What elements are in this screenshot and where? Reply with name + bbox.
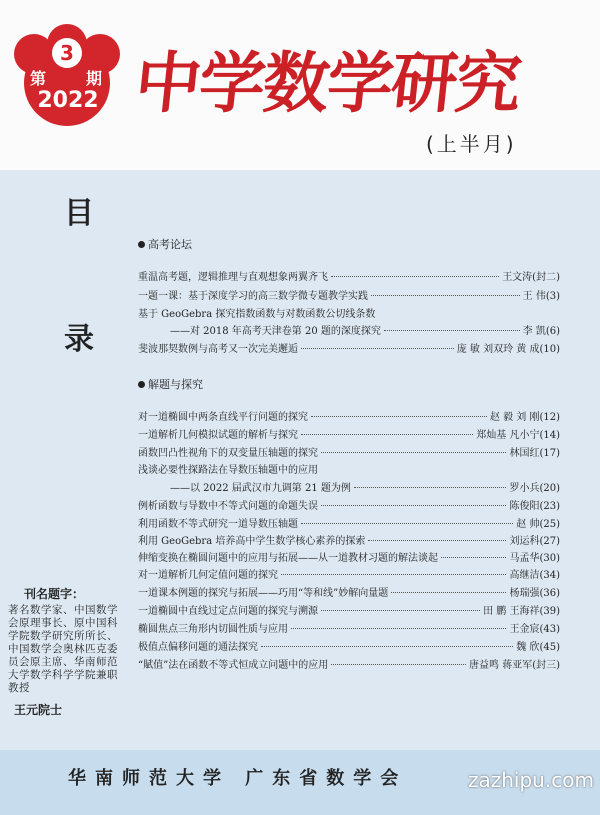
toc-entry[interactable] — [138, 444, 560, 460]
sidebar-signature: 王元院士 — [14, 703, 63, 717]
section-name: 解题与探究 — [148, 378, 203, 391]
bullet-icon — [138, 381, 145, 388]
journal-title: 中学数学研究 — [131, 45, 524, 122]
entry-title: 对一道解析几何定值问题的探究 — [138, 570, 278, 581]
entry-title: 利用 GeoGebra 培养高中学生数学核心素养的探索 — [138, 536, 366, 547]
section-heading — [138, 236, 192, 252]
toc-entry[interactable] — [138, 532, 560, 548]
entry-author: 王文涛(封二) — [502, 272, 560, 283]
toc-entry[interactable] — [138, 549, 560, 565]
sidebar-title: 刊名题字： — [24, 587, 85, 601]
section-heading — [138, 376, 203, 392]
entry-title: 例析函数与导数中不等式问题的命题失误 — [138, 501, 318, 512]
entry-title: ——以 2022 届武汉市九调第 21 题为例 — [170, 483, 351, 494]
journal-subtitle: (上半月) — [426, 132, 517, 156]
sidebar-text: 著名数学家、中国数学会原理事长、原中国科学院数学研究所所长、中国数学会奥林匹克委员会原主席、华南师范大学数学科学学院兼职教授 — [8, 604, 118, 694]
section-name: 高考论坛 — [148, 238, 192, 251]
entry-author: 田 鹏 王海祥(39) — [483, 606, 560, 617]
entry-author: 高继洁(34) — [509, 570, 560, 581]
toc-entry[interactable] — [138, 515, 560, 531]
toc-entry[interactable] — [170, 479, 560, 495]
entry-title: 伸缩变换在椭圆问题中的应用与拓展——从一道教材习题的解法谈起 — [138, 553, 438, 564]
entry-author: 王 伟(3) — [522, 291, 560, 302]
entry-author: 王金宸(43) — [509, 624, 560, 635]
toc-entry[interactable] — [138, 305, 560, 321]
entry-title: 重温高考题，逻辑推理与直观想象两翼齐飞 — [138, 272, 328, 283]
issue-label-pre: 第 — [30, 69, 47, 88]
entry-author: 刘运科(27) — [509, 536, 560, 547]
toc-entry[interactable] — [138, 268, 560, 284]
entry-title: 一道课本例题的探究与拓展——巧用“等和线”妙解向量题 — [138, 588, 389, 599]
entry-author: 罗小兵(20) — [509, 483, 560, 494]
entry-author: 林国红(17) — [509, 448, 560, 459]
entry-author: 魏 欣(45) — [516, 642, 560, 653]
entry-author: 马孟华(30) — [509, 553, 560, 564]
watermark: zazhipu.com — [468, 768, 594, 792]
toc-entry[interactable] — [138, 461, 560, 477]
entry-title: 一道解析几何模拟试题的解析与探究 — [138, 430, 298, 441]
title-credit-sidebar — [8, 585, 128, 718]
toc-entry[interactable] — [138, 602, 560, 618]
entry-title: 函数凹凸性视角下的双变量压轴题的探究 — [138, 448, 318, 459]
entry-author: 唐益鸣 蒋亚军(封三) — [469, 660, 560, 671]
entry-author: 赵 毅 刘 刚(12) — [489, 412, 560, 423]
entry-title: 利用函数不等式研究一道导数压轴题 — [138, 519, 298, 530]
entry-title: 一题一课：基于深度学习的高三数学微专题教学实践 — [138, 291, 368, 302]
entry-author: 杨瑞强(36) — [509, 588, 560, 599]
toc-entry[interactable] — [138, 620, 560, 636]
bullet-icon — [138, 241, 145, 248]
toc-entry[interactable] — [170, 322, 560, 338]
toc-entry[interactable] — [138, 340, 560, 356]
entry-title: 极值点偏移问题的通法探究 — [138, 642, 258, 653]
entry-title: 对一道椭圆中两条直线平行问题的探究 — [138, 412, 308, 423]
entry-author: 陈俊阳(23) — [509, 501, 560, 512]
entry-author: 赵 帅(25) — [516, 519, 560, 530]
entry-title: 一道椭圆中直线过定点问题的探究与溯源 — [138, 606, 318, 617]
toc-entry[interactable] — [138, 566, 560, 582]
entry-title: ——对 2018 年高考天津卷第 20 题的深度探究 — [170, 326, 381, 337]
toc-entry[interactable] — [138, 408, 560, 424]
entry-title: 斐波那契数例与高考又一次完美邂逅 — [138, 344, 298, 355]
entry-title: 椭圆焦点三角形内切圆性质与应用 — [138, 624, 288, 635]
entry-author: 庞 敏 刘双玲 黄 成(10) — [456, 344, 560, 355]
toc-label-mu: 目 — [64, 196, 94, 231]
toc-entry[interactable] — [138, 287, 560, 303]
toc-entry[interactable] — [138, 638, 560, 654]
toc-entry[interactable] — [138, 426, 560, 442]
toc-entry[interactable] — [138, 656, 560, 672]
entry-author: 李 凯(6) — [522, 326, 560, 337]
entry-author: 郑灿基 凡小宁(14) — [476, 430, 560, 441]
entry-title: “賦值”法在函数不等式恒成立问题中的应用 — [138, 660, 329, 671]
publisher-name: 华南师范大学 广东省数学会 — [68, 768, 408, 789]
entry-title: 浅谈必要性探路法在导数压轴题中的应用 — [138, 465, 318, 476]
issue-label-post: 期 — [86, 69, 103, 88]
issue-year: 2022 — [37, 88, 99, 113]
toc-label-lu: 录 — [64, 322, 94, 357]
issue-number: 3 — [52, 38, 82, 68]
toc-entry[interactable] — [138, 497, 560, 513]
toc-entry[interactable] — [138, 584, 560, 600]
entry-title: 基于 GeoGebra 探究指数函数与对数函数公切线条数 — [138, 309, 376, 320]
